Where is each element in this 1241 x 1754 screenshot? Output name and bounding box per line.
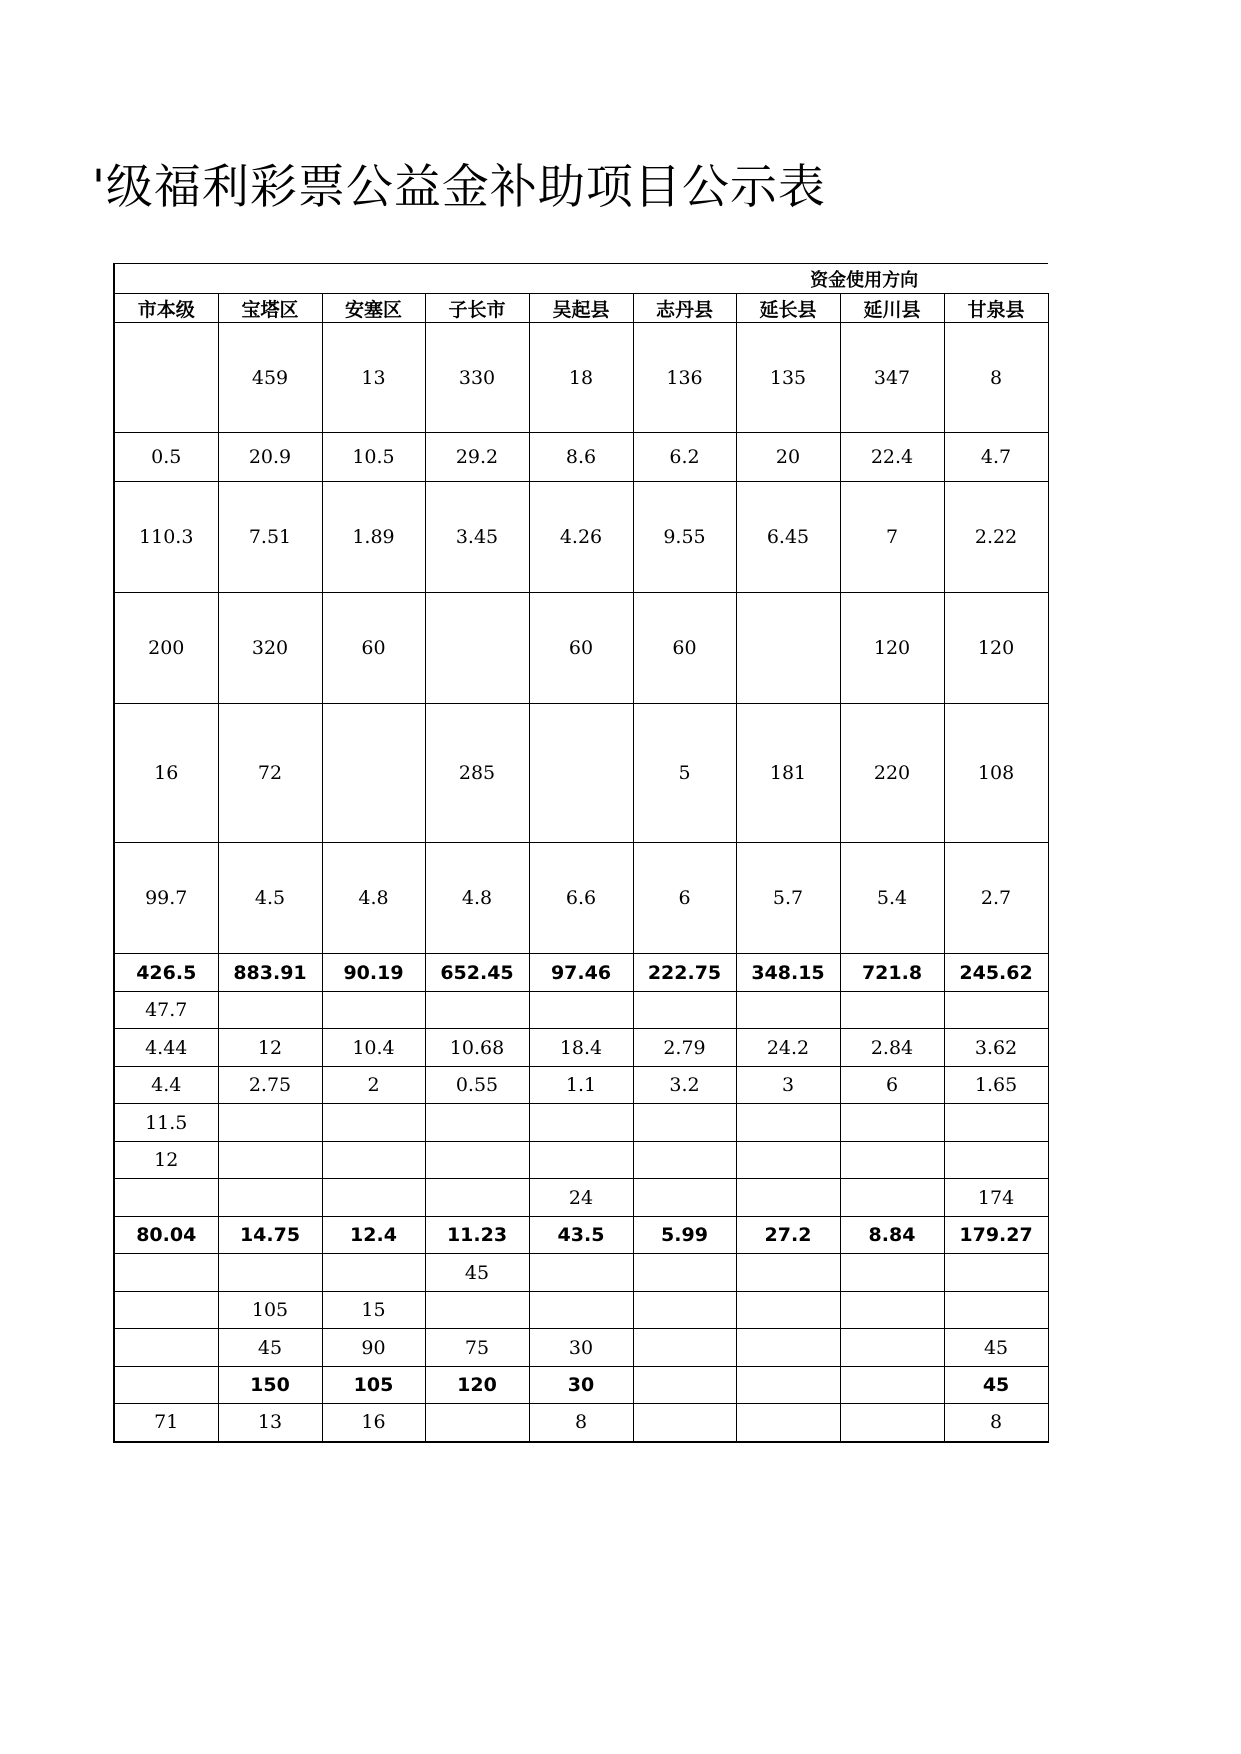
table-cell: 220 (840, 704, 944, 843)
table-cell: 71 (114, 1404, 218, 1442)
table-cell (633, 992, 736, 1029)
table-row (114, 323, 1048, 433)
table-cell: 29.2 (425, 433, 529, 482)
table-cell: 10.4 (322, 1029, 425, 1067)
table-cell: 0.5 (114, 433, 218, 482)
table-cell (425, 1179, 529, 1217)
table-cell (114, 1329, 218, 1367)
table-cell (736, 1179, 840, 1217)
table-row (114, 843, 1048, 954)
table-cell: 8.6 (529, 433, 633, 482)
table-cell (633, 1142, 736, 1179)
table-row (114, 1179, 1048, 1217)
table-cell: 2.22 (944, 482, 1048, 593)
table-cell: 6.45 (736, 482, 840, 593)
table-row (114, 1029, 1048, 1067)
table-cell (633, 1292, 736, 1329)
table-cell (633, 1179, 736, 1217)
table-cell (633, 1329, 736, 1367)
table-cell: 8.84 (840, 1217, 944, 1254)
table-cell: 120 (840, 593, 944, 704)
table-cell: 3.45 (425, 482, 529, 593)
table-cell: 347 (840, 323, 944, 433)
column-header: 延长县 (736, 294, 840, 323)
table-cell: 27.2 (736, 1217, 840, 1254)
table-cell (633, 1367, 736, 1404)
table-cell (114, 1367, 218, 1404)
table-cell: 6.6 (529, 843, 633, 954)
table-cell (736, 1254, 840, 1292)
table-cell: 20 (736, 433, 840, 482)
table-cell (840, 1329, 944, 1367)
table-cell: 181 (736, 704, 840, 843)
table-cell: 105 (218, 1292, 322, 1329)
table-cell: 459 (218, 323, 322, 433)
table-cell (840, 1179, 944, 1217)
table-cell (425, 593, 529, 704)
table-cell (425, 992, 529, 1029)
table-row (114, 482, 1048, 593)
table-cell: 4.5 (218, 843, 322, 954)
table-cell: 179.27 (944, 1217, 1048, 1254)
table-cell: 90 (322, 1329, 425, 1367)
table-cell: 16 (322, 1404, 425, 1442)
table-cell (529, 1104, 633, 1142)
table-cell: 90.19 (322, 954, 425, 992)
table-cell: 13 (218, 1404, 322, 1442)
table-cell: 5 (633, 704, 736, 843)
table-cell: 60 (633, 593, 736, 704)
table-cell: 426.5 (114, 954, 218, 992)
table-cell: 45 (425, 1254, 529, 1292)
table-cell: 883.91 (218, 954, 322, 992)
table-cell: 3.62 (944, 1029, 1048, 1067)
table-cell (529, 1292, 633, 1329)
table-cell: 30 (529, 1329, 633, 1367)
table-cell: 3 (736, 1067, 840, 1104)
table-cell (114, 1254, 218, 1292)
table-cell (633, 1404, 736, 1442)
table-cell: 2.7 (944, 843, 1048, 954)
table-cell: 110.3 (114, 482, 218, 593)
column-header: 安塞区 (322, 294, 425, 323)
table-cell: 4.44 (114, 1029, 218, 1067)
table-cell (114, 323, 218, 433)
table-row (114, 1067, 1048, 1104)
table-cell (736, 1404, 840, 1442)
table-cell (736, 1142, 840, 1179)
table-cell (840, 1292, 944, 1329)
table-cell: 80.04 (114, 1217, 218, 1254)
table-cell (736, 1329, 840, 1367)
table-cell: 24 (529, 1179, 633, 1217)
table-cell (322, 1104, 425, 1142)
table-cell: 6 (840, 1067, 944, 1104)
table-cell: 4.8 (425, 843, 529, 954)
title-lead-mark: ' (92, 160, 106, 215)
table-cell (633, 1104, 736, 1142)
table-cell: 47.7 (114, 992, 218, 1029)
table-cell: 652.45 (425, 954, 529, 992)
table-cell: 150 (218, 1367, 322, 1404)
table-cell (218, 1179, 322, 1217)
subtotal-row (114, 1367, 1048, 1404)
table-cell: 105 (322, 1367, 425, 1404)
table-cell (736, 992, 840, 1029)
table-cell (218, 992, 322, 1029)
table-cell (736, 1367, 840, 1404)
table-cell: 348.15 (736, 954, 840, 992)
table-cell (529, 992, 633, 1029)
page-title (92, 150, 826, 217)
table-cell: 1.1 (529, 1067, 633, 1104)
table-cell: 22.4 (840, 433, 944, 482)
title-text: 级福利彩票公益金补助项目公示表 (105, 160, 826, 215)
table-cell: 72 (218, 704, 322, 843)
table-cell (218, 1104, 322, 1142)
table-cell: 2.79 (633, 1029, 736, 1067)
group-header-cell: 资金使用方向 (114, 264, 1048, 294)
table-cell (529, 1254, 633, 1292)
table-cell: 8 (944, 323, 1048, 433)
group-header-row (114, 264, 1048, 294)
column-header-row (114, 294, 1048, 323)
table-cell (529, 704, 633, 843)
table-row (114, 1292, 1048, 1329)
table-body (114, 264, 1048, 1442)
table-row (114, 1104, 1048, 1142)
table-cell: 4.4 (114, 1067, 218, 1104)
table-row (114, 1329, 1048, 1367)
table-cell (840, 1367, 944, 1404)
table-row (114, 704, 1048, 843)
table-cell: 6 (633, 843, 736, 954)
table-cell: 45 (218, 1329, 322, 1367)
table-cell (529, 1142, 633, 1179)
table-cell: 4.7 (944, 433, 1048, 482)
table-cell: 24.2 (736, 1029, 840, 1067)
table-row (114, 433, 1048, 482)
table-cell: 200 (114, 593, 218, 704)
table-cell: 120 (944, 593, 1048, 704)
table-cell: 43.5 (529, 1217, 633, 1254)
table-cell (425, 1142, 529, 1179)
table-cell (322, 1142, 425, 1179)
table-cell (736, 593, 840, 704)
table-cell (840, 1142, 944, 1179)
table-cell (633, 1254, 736, 1292)
table-row (114, 992, 1048, 1029)
table-cell: 8 (529, 1404, 633, 1442)
table-cell: 16 (114, 704, 218, 843)
table-row (114, 1142, 1048, 1179)
column-header: 宝塔区 (218, 294, 322, 323)
table-cell: 10.68 (425, 1029, 529, 1067)
table-cell (944, 1142, 1048, 1179)
table-cell: 245.62 (944, 954, 1048, 992)
column-header: 甘泉县 (944, 294, 1048, 323)
table-cell: 10.5 (322, 433, 425, 482)
table-cell: 1.89 (322, 482, 425, 593)
table-cell: 60 (322, 593, 425, 704)
table-cell: 285 (425, 704, 529, 843)
table-cell: 721.8 (840, 954, 944, 992)
table-cell: 12 (218, 1029, 322, 1067)
table-cell: 3.2 (633, 1067, 736, 1104)
table-cell: 15 (322, 1292, 425, 1329)
table-cell: 13 (322, 323, 425, 433)
table-cell: 9.55 (633, 482, 736, 593)
table-cell: 18 (529, 323, 633, 433)
table-cell: 20.9 (218, 433, 322, 482)
table-cell (944, 1292, 1048, 1329)
table-cell: 174 (944, 1179, 1048, 1217)
table-cell: 330 (425, 323, 529, 433)
column-header: 志丹县 (633, 294, 736, 323)
table-cell: 1.65 (944, 1067, 1048, 1104)
table-cell: 11.23 (425, 1217, 529, 1254)
table-cell: 136 (633, 323, 736, 433)
table-cell: 30 (529, 1367, 633, 1404)
table-cell: 7.51 (218, 482, 322, 593)
column-header: 子长市 (425, 294, 529, 323)
table-cell: 5.99 (633, 1217, 736, 1254)
table-cell: 12 (114, 1142, 218, 1179)
table-cell (944, 1254, 1048, 1292)
table-cell (218, 1142, 322, 1179)
table-cell (840, 1104, 944, 1142)
subsidy-table (113, 263, 1049, 1443)
table-cell: 97.46 (529, 954, 633, 992)
subtotal-row (114, 1217, 1048, 1254)
table-row (114, 1254, 1048, 1292)
table-cell (322, 1179, 425, 1217)
table-cell: 0.55 (425, 1067, 529, 1104)
subtotal-row (114, 954, 1048, 992)
table-cell: 75 (425, 1329, 529, 1367)
table-cell: 2.75 (218, 1067, 322, 1104)
table-cell: 99.7 (114, 843, 218, 954)
table-cell (425, 1292, 529, 1329)
table-cell (425, 1404, 529, 1442)
table-cell: 135 (736, 323, 840, 433)
table-cell: 120 (425, 1367, 529, 1404)
table-cell (322, 1254, 425, 1292)
table-cell (736, 1292, 840, 1329)
table-cell (840, 1404, 944, 1442)
table-cell (944, 992, 1048, 1029)
table-cell (322, 992, 425, 1029)
table-cell: 2.84 (840, 1029, 944, 1067)
table-row (114, 1404, 1048, 1442)
table-cell: 5.7 (736, 843, 840, 954)
table-cell: 6.2 (633, 433, 736, 482)
column-header: 吴起县 (529, 294, 633, 323)
table-cell: 320 (218, 593, 322, 704)
table-cell: 11.5 (114, 1104, 218, 1142)
table-cell (425, 1104, 529, 1142)
table-cell: 222.75 (633, 954, 736, 992)
table-cell: 45 (944, 1367, 1048, 1404)
table-cell: 45 (944, 1329, 1048, 1367)
table-cell (840, 992, 944, 1029)
table-cell: 5.4 (840, 843, 944, 954)
column-header: 市本级 (114, 294, 218, 323)
table-cell: 8 (944, 1404, 1048, 1442)
table-cell (322, 704, 425, 843)
table-cell: 2 (322, 1067, 425, 1104)
table-cell (114, 1292, 218, 1329)
table-cell (114, 1179, 218, 1217)
table-cell: 14.75 (218, 1217, 322, 1254)
table-cell (840, 1254, 944, 1292)
table-row (114, 593, 1048, 704)
table-cell: 7 (840, 482, 944, 593)
table-cell: 60 (529, 593, 633, 704)
column-header: 延川县 (840, 294, 944, 323)
table-cell: 108 (944, 704, 1048, 843)
table-cell: 4.8 (322, 843, 425, 954)
table-cell (736, 1104, 840, 1142)
table-cell (218, 1254, 322, 1292)
table-cell: 12.4 (322, 1217, 425, 1254)
table-cell (944, 1104, 1048, 1142)
table-cell: 4.26 (529, 482, 633, 593)
table-cell: 18.4 (529, 1029, 633, 1067)
